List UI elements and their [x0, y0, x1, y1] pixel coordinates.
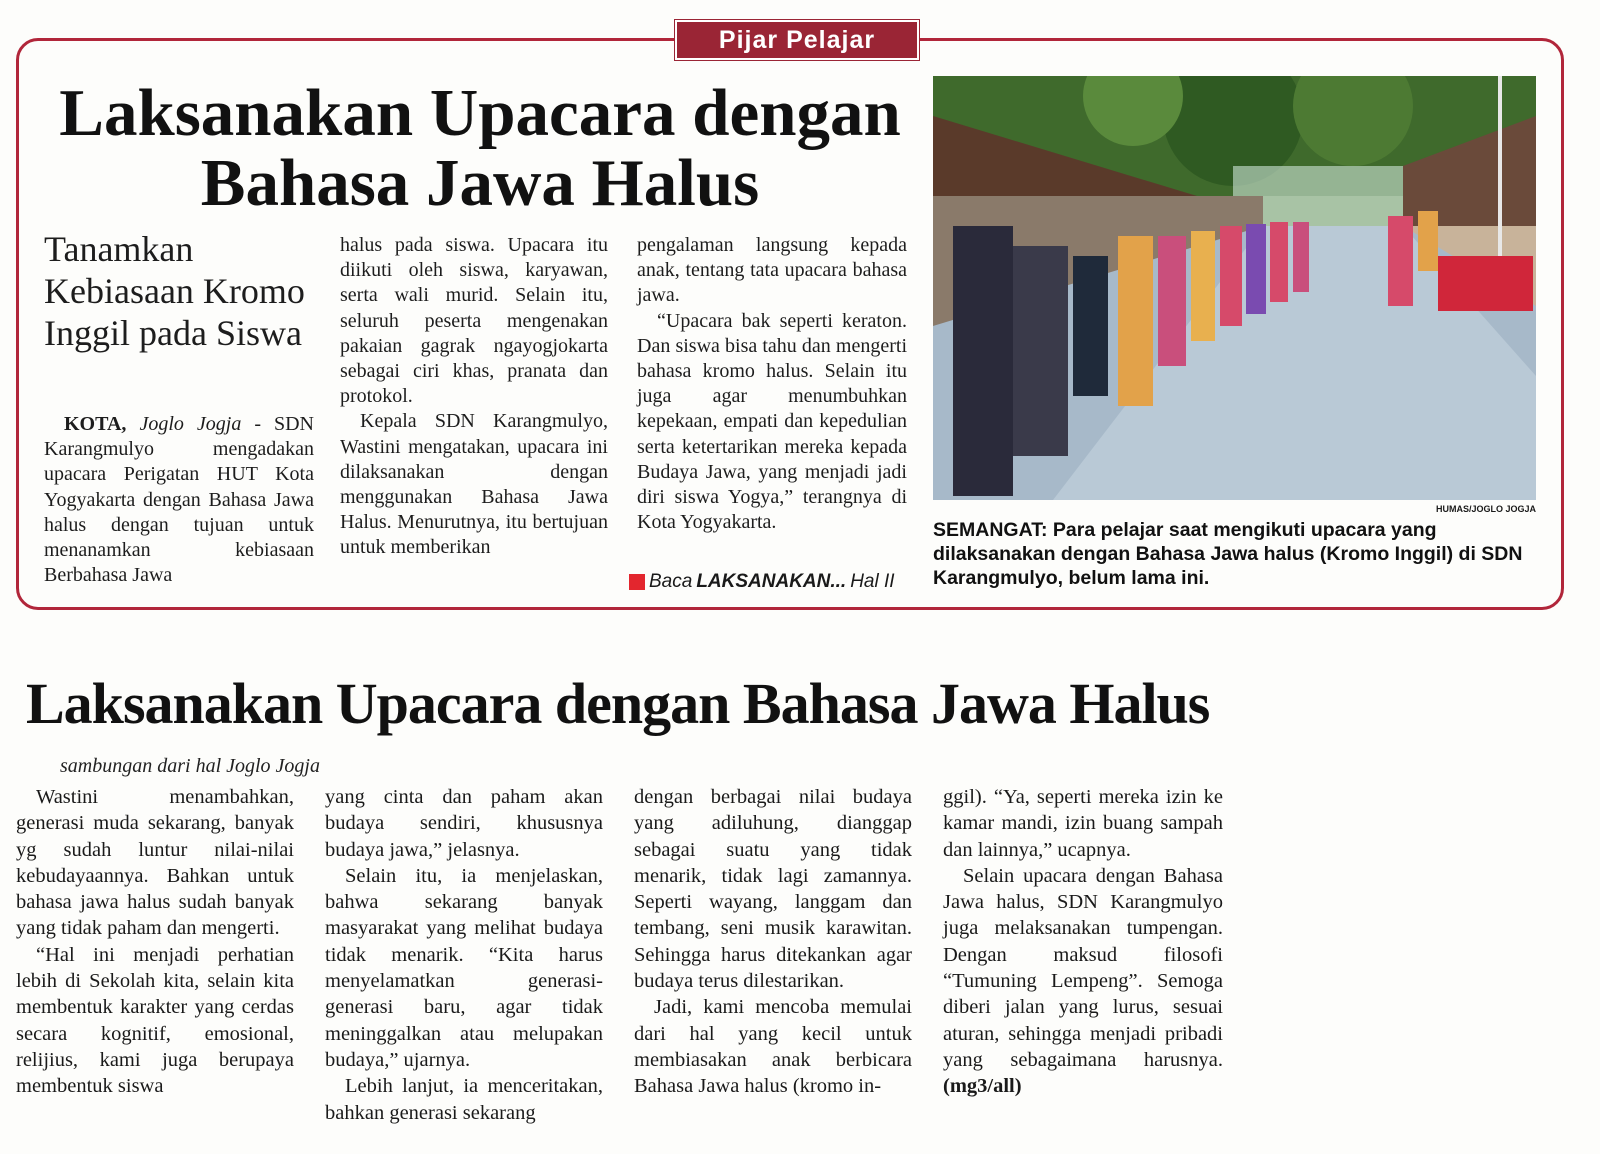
column-1-text: - SDN Karangmulyo mengadakan upacara Perigatan HUT Kota Yogyakarta dengan Bahasa Jawa halus dengan tujuan untuk menanamkan kebiasaan Berbahasa Jawa — [44, 413, 314, 587]
column-2-paragraph: halus pada siswa. Upacara itu diikuti oleh siswa, karyawan, serta wali murid. Selain itu, seluruh peserta mengenakan pakaian gagrak ngayogjokarta sebagai ciri khas, pranata dan protokol. — [340, 234, 608, 408]
read-more-keyword: LAKSANAKAN... — [696, 571, 847, 592]
column-3-paragraph: pengalaman langsung kepada anak, tentang tata upacara bahasa jawa. — [637, 234, 907, 307]
continuation-paragraph: Selain itu, ia menjelaskan, bahwa sekarang banyak masyarakat yang melihat budaya tidak menarik. “Kita harus menyelamatkan generasi-generasi baru, agar tidak meninggalkan atau melupakan budaya,” ujarnya. — [325, 864, 603, 1071]
dateline-place: KOTA, — [64, 413, 127, 435]
article-column-2 — [340, 233, 608, 561]
continuation-paragraph: Selain upacara dengan Bahasa Jawa halus, SDN Karangmulyo juga melaksanakan tumpengan. Dengan maksud filosofi “Tumuning Lempeng”. Semoga diberi jalan yang lurus, sesuai aturan, sehingga menjadi pribadi yang sebagaimana harusnya. — [943, 864, 1223, 1071]
column-3-paragraph: “Upacara bak seperti keraton. Dan siswa bisa tahu dan mengerti bahasa kromo halus. Selain itu juga agar menumbuhkan kepekaan, empati dan kepedulian serta ketertarikan mereka kepada Budaya Jawa, yang menjadi jadi diri siswa Yogya,” terangnya di Kota Yogyakarta. — [637, 309, 907, 534]
ceremony-photo-image — [933, 76, 1536, 500]
article-photo — [933, 76, 1536, 500]
photo-caption: SEMANGAT: Para pelajar saat mengikuti upacara yang dilaksanakan dengan Bahasa Jawa halus (Kromo Inggil) di SDN Karangmulyo, belum lama ini. — [933, 519, 1523, 589]
continuation-paragraph: ggil). “Ya, seperti mereka izin ke kamar mandi, izin buang sampah dan lainnya,” ucapnya. — [943, 786, 1223, 861]
article-column-1 — [44, 412, 314, 588]
article-headline: Laksanakan Upacara dengan Bahasa Jawa Halus — [59, 76, 901, 220]
article-column-3 — [637, 233, 907, 535]
section-rubric: Pijar Pelajar — [675, 20, 919, 60]
continuation-column-1 — [16, 784, 294, 1100]
author-signature: (mg3/all) — [943, 1075, 1022, 1098]
continuation-paragraph: Jadi, kami mencoba memulai dari hal yang kecil untuk membiasakan anak berbicara Bahasa Jawa halus (kromo in- — [634, 996, 912, 1098]
continuation-column-3 — [634, 784, 912, 1100]
continuation-paragraph: Wastini menambahkan, generasi muda sekarang, banyak yg sudah luntur nilai-nilai kebudayaannya. Bahkan untuk bahasa jawa halus sudah banyak yang tidak paham dan mengerti. — [16, 786, 294, 940]
dateline-source: Joglo Jogja — [139, 413, 242, 435]
continuation-paragraph: “Hal ini menjadi perhatian lebih di Sekolah kita, selain kita membentuk karakter yang cerdas secara kognitif, emosional, relijius, kami juga berupaya membentuk siswa — [16, 943, 294, 1098]
read-more-page: Hal II — [850, 571, 895, 592]
article-subhead: Tanamkan Kebiasaan Kromo Inggil pada Siswa — [44, 229, 305, 353]
read-more-jump[interactable] — [629, 571, 919, 593]
continuation-column-4 — [943, 784, 1223, 1100]
read-more-prefix: Baca — [649, 571, 693, 592]
continuation-source: sambungan dari hal Joglo Jogja — [60, 755, 320, 777]
continuation-paragraph: Lebih lanjut, ia menceritakan, bahkan generasi sekarang — [325, 1075, 603, 1124]
continuation-paragraph: yang cinta dan paham akan budaya sendiri, khususnya budaya jawa,” jelasnya. — [325, 786, 603, 861]
bullet-square-icon — [629, 574, 645, 590]
continuation-headline: Laksanakan Upacara dengan Bahasa Jawa Halus — [26, 671, 1210, 736]
continuation-paragraph: dengan berbagai nilai budaya yang adiluhung, dianggap sebagai suatu yang tidak menarik, tidak lagi zamannya. Seperti wayang, langgam dan tembang, seni musik karawitan. Sehingga harus ditekankan agar budaya terus dilestarikan. — [634, 786, 912, 993]
photo-credit: HUMAS/JOGLO JOGJA — [1435, 504, 1536, 514]
continuation-column-2 — [325, 784, 603, 1126]
column-2-paragraph: Kepala SDN Karangmulyo, Wastini mengatakan, upacara ini dilaksanakan dengan menggunakan Bahasa Jawa Halus. Menurutnya, itu bertujuan untuk memberikan — [340, 410, 608, 559]
